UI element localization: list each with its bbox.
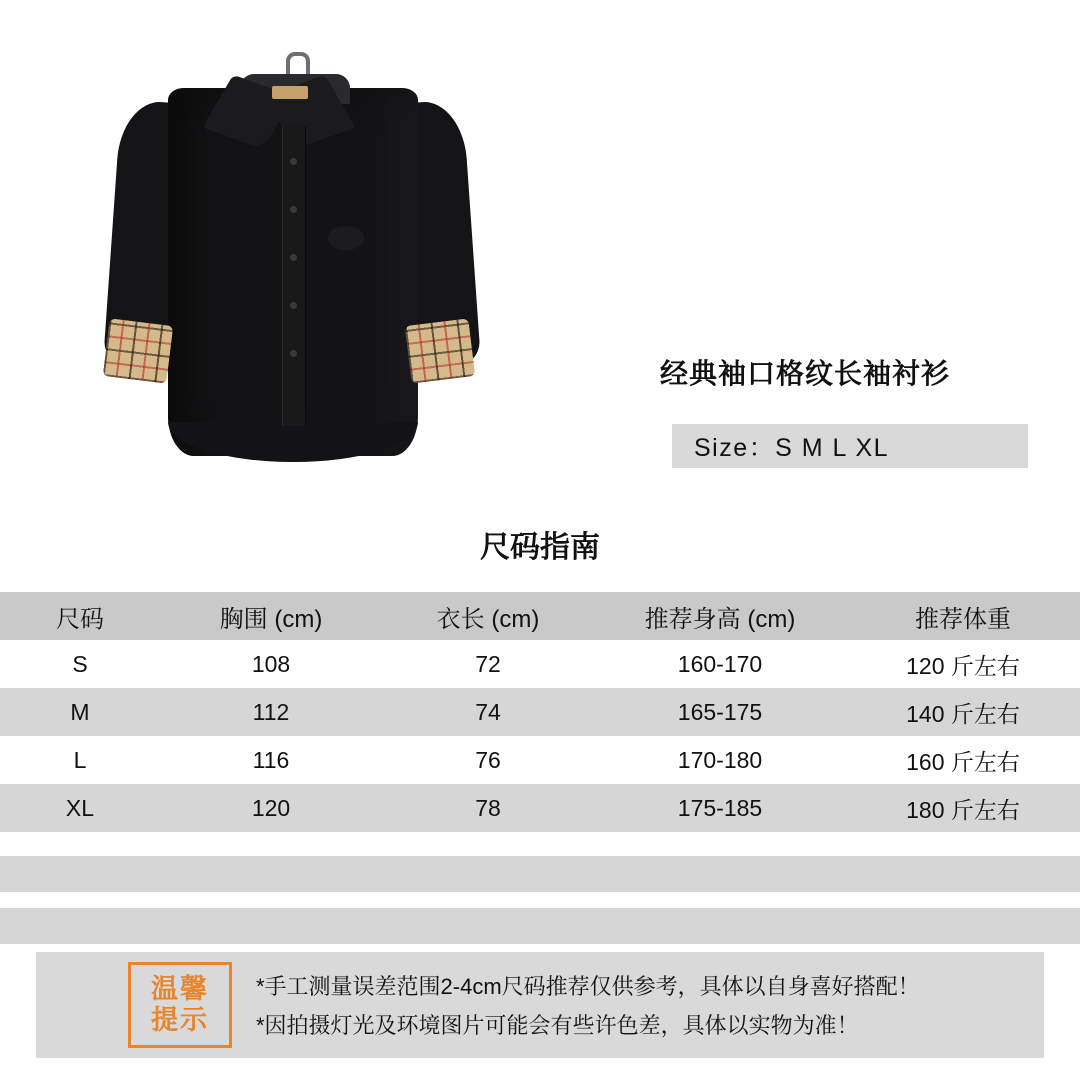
cell-height: 170-180: [677, 746, 763, 773]
column-header-bust: 胸围 (cm): [219, 605, 323, 633]
size-guide-heading: 尺码指南: [480, 531, 600, 564]
cell-size: M: [70, 698, 90, 725]
size-guide-table: [0, 592, 1080, 832]
cell-size: S: [72, 650, 88, 677]
cell-bust: 116: [252, 746, 290, 773]
cell-length: 76: [475, 746, 501, 773]
table-row: [0, 688, 1080, 736]
cell-size: XL: [65, 794, 95, 821]
shirt-button: [290, 350, 297, 357]
chest-emblem: [328, 226, 364, 250]
product-title: 经典袖口格纹长袖衬衫: [660, 358, 951, 389]
check-cuff-right: [405, 318, 476, 383]
cell-height: 160-170: [677, 650, 763, 677]
cell-size: L: [73, 746, 87, 773]
cell-weight: 120 斤左右: [906, 652, 1020, 679]
cell-weight: 180 斤左右: [906, 796, 1020, 823]
table-row: [0, 784, 1080, 832]
table-row: [0, 736, 1080, 784]
shirt-placket: [282, 126, 306, 426]
cell-bust: 120: [251, 794, 291, 821]
notice-text-block: [256, 970, 920, 1040]
column-header-height: 推荐身高 (cm): [644, 605, 796, 633]
notice-line-1: *手工测量误差范围2-4cm尺码推荐仅供参考，具体以自身喜好搭配！: [256, 974, 920, 999]
cell-weight: 160 斤左右: [906, 748, 1020, 775]
column-header-size: 尺码: [56, 605, 104, 633]
table-header-row: [0, 592, 1080, 640]
cell-bust: 112: [252, 698, 290, 725]
cell-height: 175-185: [677, 794, 763, 821]
column-header-weight: 推荐体重: [915, 605, 1011, 633]
check-cuff-left: [103, 318, 174, 383]
notice-panel: [36, 952, 1044, 1058]
size-options-label: Size：S M L XL: [694, 434, 890, 462]
cell-bust: 108: [251, 650, 291, 677]
shirt-button: [290, 302, 297, 309]
cell-length: 72: [475, 650, 501, 677]
notice-badge: [128, 962, 232, 1048]
neck-brand-tag: [272, 86, 308, 99]
shirt-button: [290, 254, 297, 261]
decorative-stripe: [0, 908, 1080, 944]
shirt-button: [290, 158, 297, 165]
decorative-stripe: [0, 856, 1080, 892]
product-image-area: [0, 0, 1080, 500]
table-row: [0, 640, 1080, 688]
column-header-length: 衣长 (cm): [436, 605, 540, 633]
notice-badge-line1: 温馨: [151, 973, 209, 1004]
size-options-bar: [672, 424, 1028, 468]
shirt-button: [290, 206, 297, 213]
notice-badge-line2: 提示: [151, 1005, 209, 1035]
notice-line-2: *因拍摄灯光及环境图片可能会有些许色差，具体以实物为准！: [256, 1013, 859, 1038]
cell-length: 78: [475, 794, 501, 821]
cell-length: 74: [475, 698, 501, 725]
cell-weight: 140 斤左右: [906, 700, 1020, 727]
cell-height: 165-175: [677, 698, 763, 725]
shirt-photo: [90, 30, 570, 480]
